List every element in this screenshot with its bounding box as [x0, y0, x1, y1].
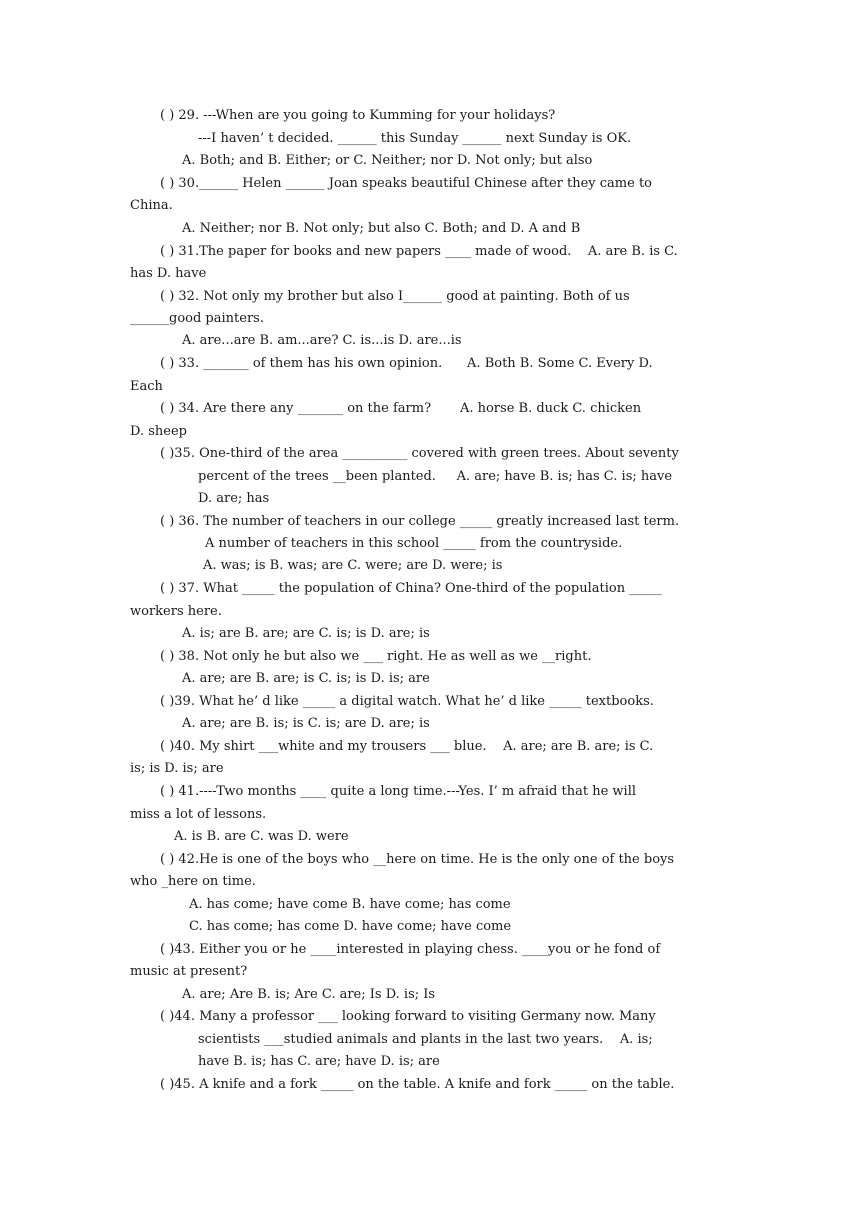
q42-stem: ( ) 42.He is one of the boys who __here on time. He is the only one of the boys — [160, 852, 675, 867]
q34-options-cont: D. sheep — [130, 424, 187, 439]
q44-stem: ( )44. Many a professor ___ looking forward to visiting Germany now. Many — [160, 1009, 656, 1024]
q32-stem: ( ) 32. Not only my brother but also I______ good at painting. Both of us — [160, 289, 630, 304]
q42-stem-cont: who _here on time. — [130, 874, 256, 889]
q44-stem-cont: scientists ___studied animals and plants in the last two years. A. is; — [198, 1032, 653, 1047]
q31-stem: ( ) 31.The paper for books and new papers ____ made of wood. A. are B. is C. — [160, 244, 678, 259]
q35-options-cont: D. are; has — [198, 491, 270, 506]
q39-stem: ( )39. What he’ d like _____ a digital watch. What he’ d like _____ textbooks. — [160, 694, 654, 709]
q37-options: A. is; are B. are; are C. is; is D. are; is — [182, 626, 430, 641]
q35-stem: ( )35. One-third of the area __________ covered with green trees. About seventy — [160, 446, 679, 461]
q37-stem: ( ) 37. What _____ the population of China? One-third of the population _____ — [160, 581, 662, 596]
q35-stem-cont: percent of the trees __been planted. A. are; have B. is; has C. is; have — [198, 469, 673, 484]
q36-stem: ( ) 36. The number of teachers in our college _____ greatly increased last term. — [160, 514, 680, 529]
q40-options-cont: is; is D. is; are — [130, 761, 224, 776]
q29-dialog: ---I haven’ t decided. ______ this Sunday ______ next Sunday is OK. — [198, 131, 632, 146]
q43-stem-cont: music at present? — [130, 964, 248, 979]
q31-options-cont: has D. have — [130, 266, 207, 281]
q30-stem: ( ) 30.______ Helen ______ Joan speaks beautiful Chinese after they came to — [160, 176, 653, 191]
q43-stem: ( )43. Either you or he ____interested in playing chess. ____you or he fond of — [160, 942, 661, 957]
q29-stem: ( ) 29. ---When are you going to Kumming for your holidays? — [160, 108, 556, 123]
q40-stem: ( )40. My shirt ___white and my trousers ___ blue. A. are; are B. are; is C. — [160, 739, 654, 754]
q41-stem-cont: miss a lot of lessons. — [130, 807, 267, 822]
q45-stem: ( )45. A knife and a fork _____ on the table. A knife and fork _____ on the table. — [160, 1077, 675, 1092]
q44-options-cont: have B. is; has C. are; have D. is; are — [198, 1054, 440, 1069]
q42-options-cd: C. has come; has come D. have come; have come — [189, 919, 512, 934]
q36-options: A. was; is B. was; are C. were; are D. were; is — [203, 558, 503, 573]
q32-stem-cont: ______good painters. — [130, 311, 264, 326]
q41-options: A. is B. are C. was D. were — [174, 829, 349, 844]
q30-stem-cont: China. — [130, 198, 173, 213]
q43-options: A. are; Are B. is; Are C. are; Is D. is; Is — [182, 987, 436, 1002]
q33-stem: ( ) 33. _______ of them has his own opinion. A. Both B. Some C. Every D. — [160, 356, 653, 371]
q29-options: A. Both; and B. Either; or C. Neither; nor D. Not only; but also — [182, 153, 593, 168]
q39-options: A. are; are B. is; is C. is; are D. are; is — [182, 716, 430, 731]
q41-stem: ( ) 41.----Two months ____ quite a long time.---Yes. I’ m afraid that he will — [160, 784, 637, 799]
q37-stem-cont: workers here. — [130, 604, 222, 619]
q36-stem-2: A number of teachers in this school _____ from the countryside. — [205, 536, 623, 551]
q32-options: A. are...are B. am...are? C. is...is D. are...is — [182, 333, 462, 348]
q30-options: A. Neither; nor B. Not only; but also C. Both; and D. A and B — [182, 221, 581, 236]
q34-stem: ( ) 34. Are there any _______ on the farm? A. horse B. duck C. chicken — [160, 401, 642, 416]
q42-options-ab: A. has come; have come B. have come; has come — [189, 897, 511, 912]
q38-options: A. are; are B. are; is C. is; is D. is; are — [182, 671, 430, 686]
q38-stem: ( ) 38. Not only he but also we ___ right. He as well as we __right. — [160, 649, 592, 664]
q33-options-cont: Each — [130, 379, 163, 394]
